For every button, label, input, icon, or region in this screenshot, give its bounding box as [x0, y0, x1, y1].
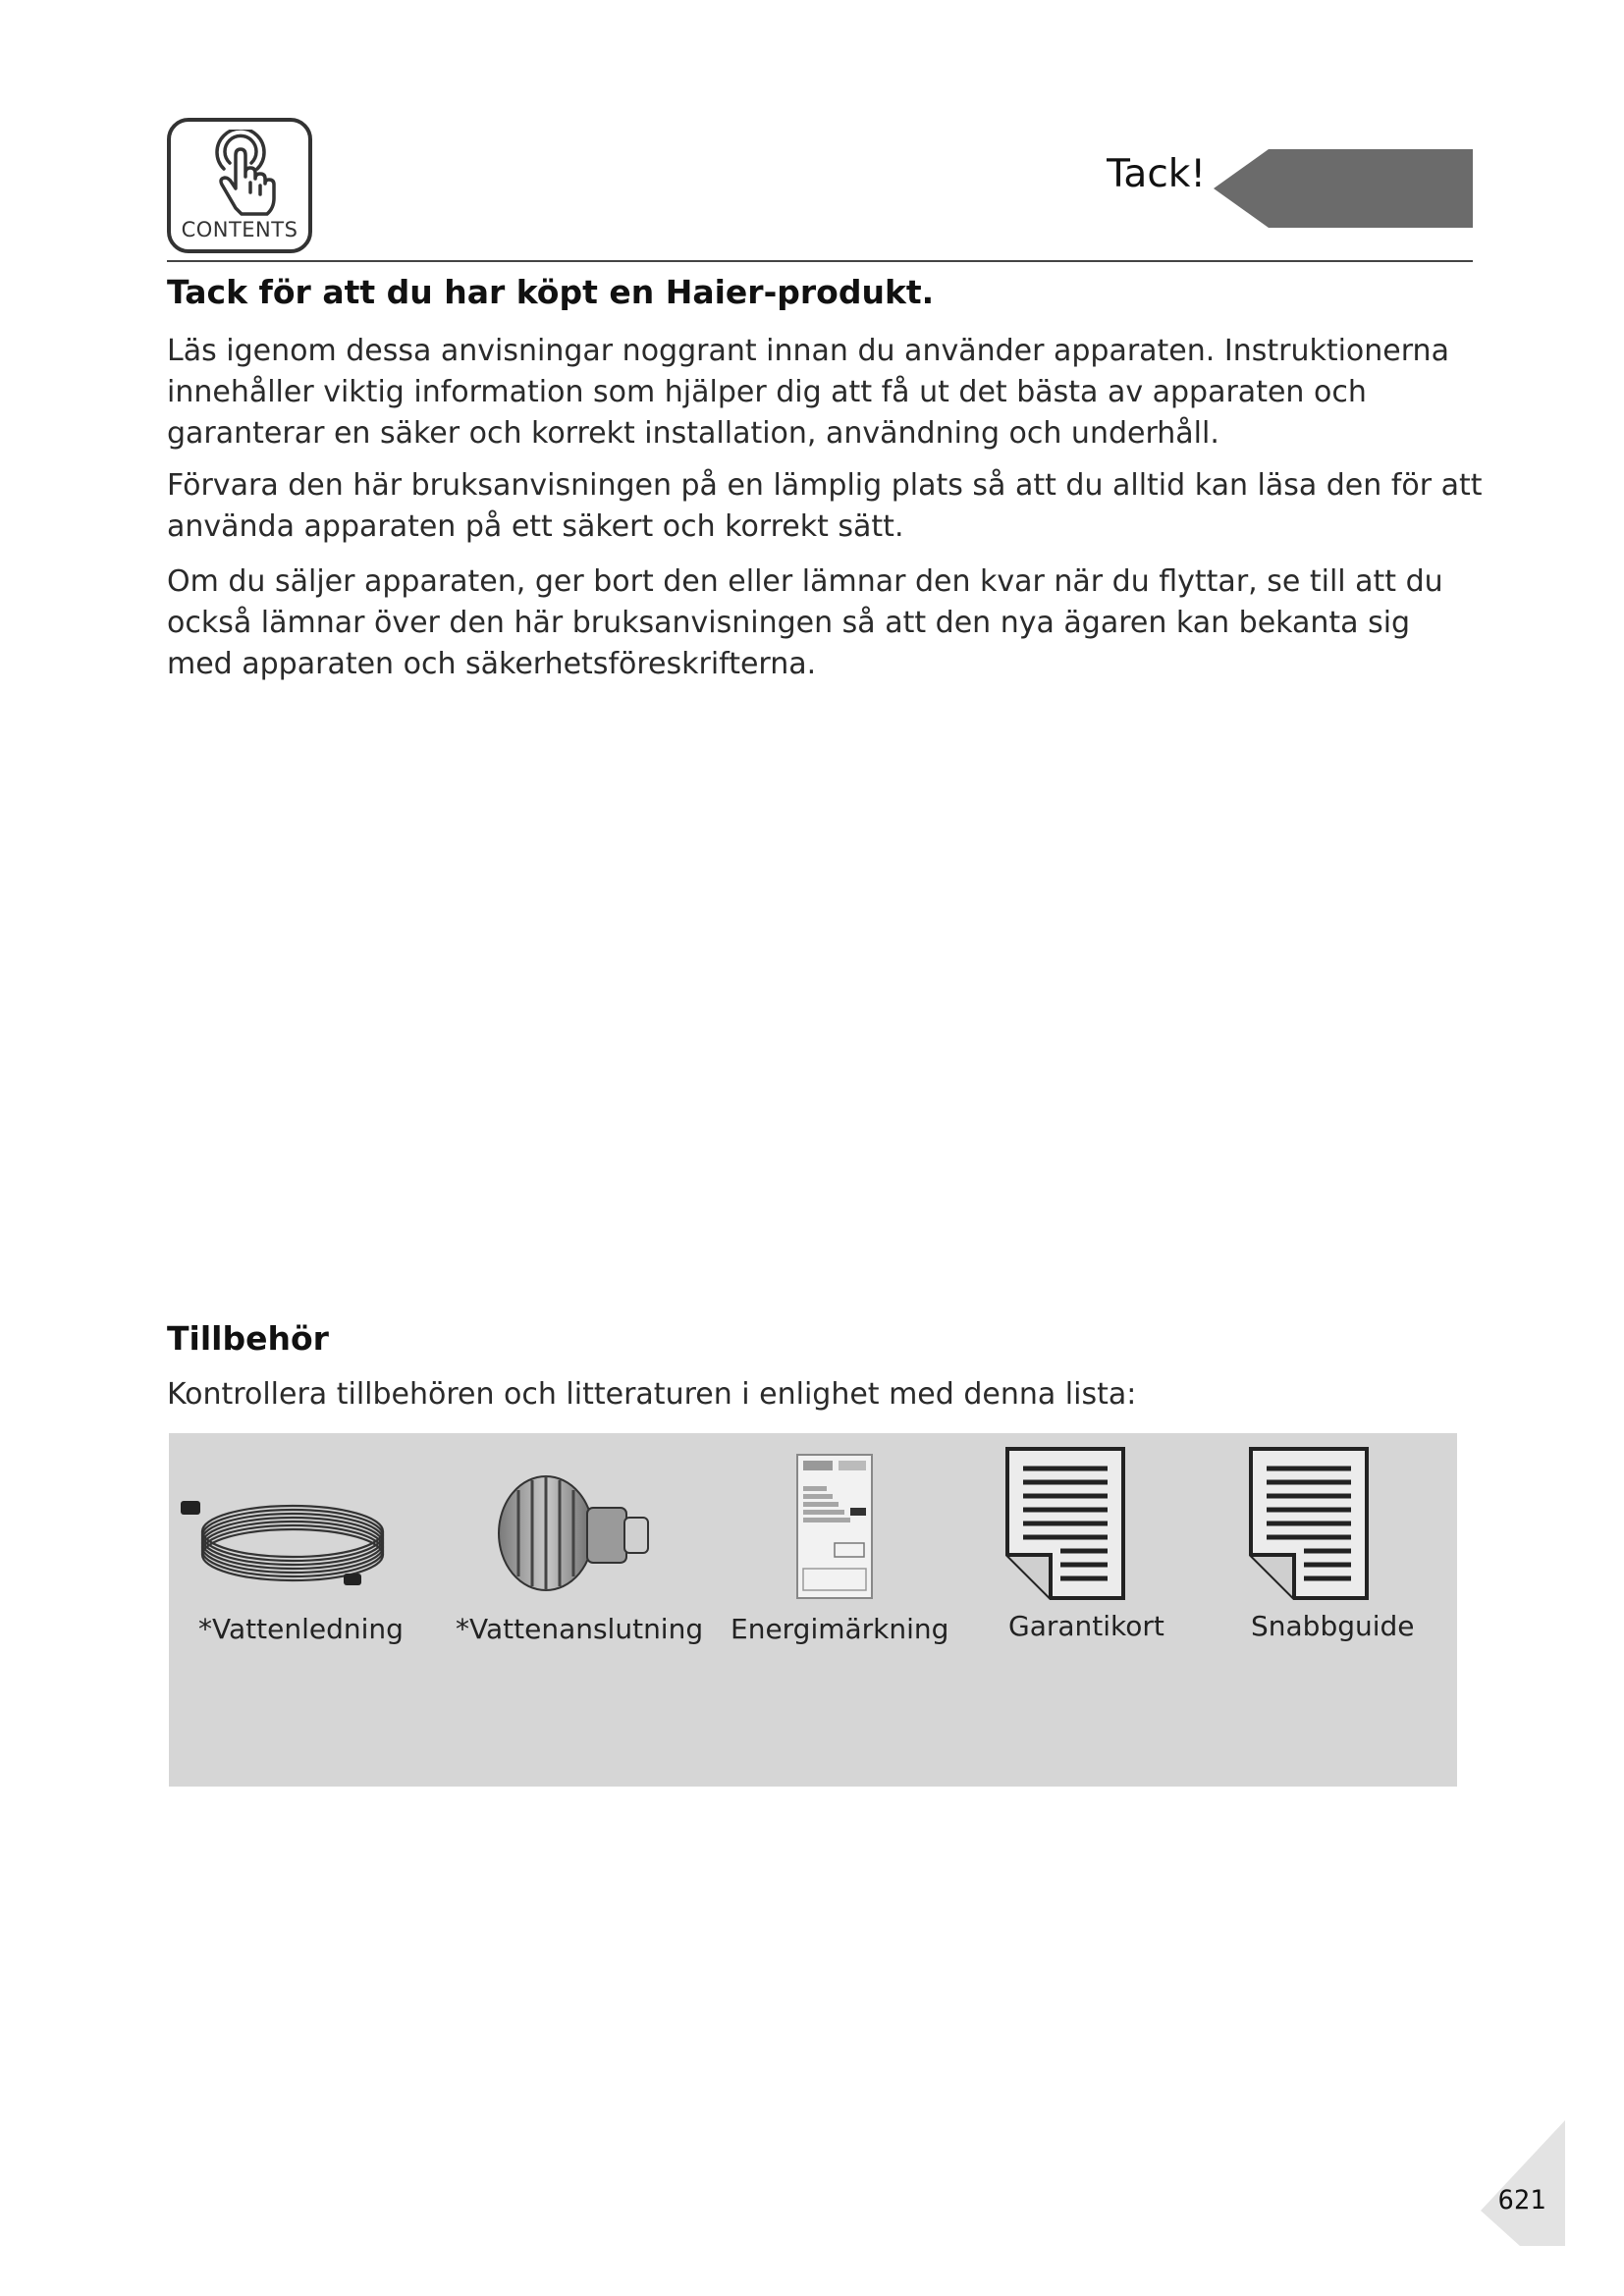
energy-label-icon: [795, 1453, 874, 1600]
intro-paragraph: Om du säljer apparaten, ger bort den eller lämnar den kvar när du flyttar, se till att du också lämnar över den här bruksanvisningen så att den nya ägaren kan bekanta sig med apparaten och säkerhetsföreskrifterna.: [167, 564, 1443, 681]
intro-paragraph: Förvara den här bruksanvisningen på en lämplig plats så att du alltid kan läsa den för att använda apparaten på ett säkert och korrekt sätt.: [167, 468, 1483, 544]
accessory-label: *Vattenanslutning: [456, 1613, 704, 1645]
water-hose-icon: [177, 1477, 393, 1595]
intro-heading: Tack för att du har köpt en Haier-produkt.: [167, 273, 935, 311]
accessory-item: [177, 1477, 393, 1599]
accessory-item: [1247, 1445, 1371, 1606]
section-title: Tack!: [1107, 152, 1206, 196]
contents-button[interactable]: [167, 118, 312, 253]
intro-paragraph: Läs igenom dessa anvisningar noggrant innan du använder apparaten. Instruktionerna innehåller viktig information som hjälper dig att få ut det bästa av apparaten och garanterar en säker och korrekt installation, användning och underhåll.: [167, 334, 1449, 451]
water-connector-icon: [489, 1463, 666, 1610]
warranty-card-icon: [1003, 1445, 1127, 1602]
contents-label: CONTENTS: [181, 218, 298, 241]
accessories-panel: [169, 1433, 1457, 1787]
pointing-hand-icon: [208, 130, 279, 218]
page-number: 621: [1497, 2185, 1546, 2216]
accessories-heading: Tillbehör: [167, 1319, 329, 1358]
accessory-item: [795, 1453, 874, 1604]
page-corner-tab: [1481, 2120, 1571, 2248]
quick-guide-icon: [1247, 1445, 1371, 1602]
accessory-label: Energimärkning: [731, 1613, 949, 1645]
accessory-label: *Vattenledning: [198, 1613, 404, 1645]
accessory-label: Garantikort: [1008, 1610, 1164, 1642]
accessory-item: [489, 1463, 666, 1614]
accessory-label: Snabbguide: [1251, 1610, 1415, 1642]
section-arrow-tab: [1214, 147, 1473, 230]
header-divider: [167, 260, 1473, 262]
accessories-subtitle: Kontrollera tillbehören och litteraturen i enlighet med denna lista:: [167, 1377, 1137, 1412]
accessory-item: [1003, 1445, 1127, 1606]
